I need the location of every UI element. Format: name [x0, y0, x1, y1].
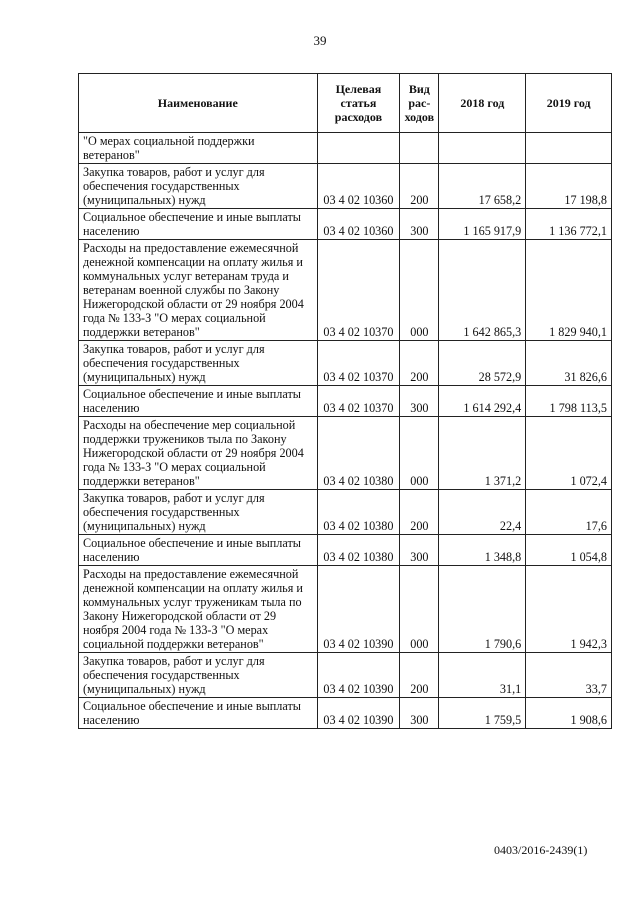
- cell-name: Социальное обеспечение и иные выплаты населению: [79, 209, 318, 240]
- cell-target-article: 03 4 02 10390: [317, 653, 400, 698]
- table-row: [79, 698, 612, 729]
- cell-target-article: 03 4 02 10390: [317, 698, 400, 729]
- cell-expense-type: 200: [400, 164, 439, 209]
- document-code: 0403/2016-2439(1): [494, 843, 588, 857]
- table-row: [79, 653, 612, 698]
- cell-expense-type: 300: [400, 209, 439, 240]
- table-row: [79, 490, 612, 535]
- cell-expense-type: 000: [400, 417, 439, 490]
- cell-2019: 1 054,8: [526, 535, 612, 566]
- table-row: [79, 386, 612, 417]
- cell-2018: 22,4: [439, 490, 526, 535]
- table-row: [79, 417, 612, 490]
- cell-2019: 1 798 113,5: [526, 386, 612, 417]
- cell-expense-type: 200: [400, 653, 439, 698]
- cell-expense-type: 200: [400, 490, 439, 535]
- cell-expense-type: 300: [400, 386, 439, 417]
- cell-2019: 1 908,6: [526, 698, 612, 729]
- cell-target-article: 03 4 02 10360: [317, 164, 400, 209]
- cell-name: Закупка товаров, работ и услуг для обеспечения государственных (муниципальных) нужд: [79, 653, 318, 698]
- table-header-row: [79, 74, 612, 133]
- table-row: [79, 209, 612, 240]
- cell-name: Расходы на предоставление ежемесячной денежной компенсации на оплату жилья и коммунальных услуг ветеранам труда и ветеранам военной службы по Закону Нижегородской области от 29 ноября 2004 года № 133-З "О мерах социальной поддержки ветеранов": [79, 240, 318, 341]
- cell-name: Закупка товаров, работ и услуг для обеспечения государственных (муниципальных) нужд: [79, 490, 318, 535]
- cell-2018: 1 642 865,3: [439, 240, 526, 341]
- cell-target-article: 03 4 02 10370: [317, 341, 400, 386]
- table-row: [79, 133, 612, 164]
- cell-2018: 17 658,2: [439, 164, 526, 209]
- cell-name: Расходы на предоставление ежемесячной денежной компенсации на оплату жилья и коммунальных услуг труженикам тыла по Закону Нижегородской области от 29 ноября 2004 года № 133-З "О мерах социальной поддержки ветеранов": [79, 566, 318, 653]
- cell-2018: 1 348,8: [439, 535, 526, 566]
- cell-target-article: [317, 133, 400, 164]
- cell-2018: 31,1: [439, 653, 526, 698]
- cell-2019: 1 829 940,1: [526, 240, 612, 341]
- cell-2018: 1 165 917,9: [439, 209, 526, 240]
- table-row: [79, 535, 612, 566]
- table-row: [79, 566, 612, 653]
- cell-2019: [526, 133, 612, 164]
- cell-expense-type: 200: [400, 341, 439, 386]
- cell-target-article: 03 4 02 10370: [317, 386, 400, 417]
- cell-expense-type: [400, 133, 439, 164]
- cell-target-article: 03 4 02 10370: [317, 240, 400, 341]
- cell-2018: 1 759,5: [439, 698, 526, 729]
- cell-name: Закупка товаров, работ и услуг для обеспечения государственных (муниципальных) нужд: [79, 341, 318, 386]
- cell-expense-type: 300: [400, 535, 439, 566]
- header-2019: 2019 год: [526, 74, 612, 133]
- table-row: [79, 164, 612, 209]
- cell-2019: 31 826,6: [526, 341, 612, 386]
- cell-2018: 28 572,9: [439, 341, 526, 386]
- cell-2018: 1 371,2: [439, 417, 526, 490]
- header-expense-type: Вид рас-ходов: [400, 74, 439, 133]
- cell-expense-type: 000: [400, 240, 439, 341]
- cell-target-article: 03 4 02 10360: [317, 209, 400, 240]
- cell-2019: 1 136 772,1: [526, 209, 612, 240]
- cell-name: Расходы на обеспечение мер социальной поддержки тружеников тыла по Закону Нижегородской области от 29 ноября 2004 года № 133-З "О мерах социальной поддержки ветеранов": [79, 417, 318, 490]
- cell-expense-type: 300: [400, 698, 439, 729]
- cell-name: Социальное обеспечение и иные выплаты населению: [79, 698, 318, 729]
- cell-expense-type: 000: [400, 566, 439, 653]
- cell-target-article: 03 4 02 10380: [317, 417, 400, 490]
- cell-2018: 1 614 292,4: [439, 386, 526, 417]
- cell-2019: 1 942,3: [526, 566, 612, 653]
- cell-2018: [439, 133, 526, 164]
- table-row: [79, 341, 612, 386]
- header-2018: 2018 год: [439, 74, 526, 133]
- header-name: Наименование: [79, 74, 318, 133]
- cell-2019: 17 198,8: [526, 164, 612, 209]
- cell-target-article: 03 4 02 10380: [317, 535, 400, 566]
- cell-name: Социальное обеспечение и иные выплаты населению: [79, 386, 318, 417]
- table-row: [79, 240, 612, 341]
- cell-2019: 17,6: [526, 490, 612, 535]
- cell-2018: 1 790,6: [439, 566, 526, 653]
- cell-2019: 33,7: [526, 653, 612, 698]
- header-target-article: Целевая статья расходов: [317, 74, 400, 133]
- cell-2019: 1 072,4: [526, 417, 612, 490]
- budget-table: [78, 73, 612, 729]
- cell-name: Социальное обеспечение и иные выплаты населению: [79, 535, 318, 566]
- cell-target-article: 03 4 02 10390: [317, 566, 400, 653]
- cell-name: Закупка товаров, работ и услуг для обеспечения государственных (муниципальных) нужд: [79, 164, 318, 209]
- page-number: 39: [313, 33, 327, 48]
- table-body: [79, 133, 612, 729]
- cell-target-article: 03 4 02 10380: [317, 490, 400, 535]
- cell-name: "О мерах социальной поддержки ветеранов": [79, 133, 318, 164]
